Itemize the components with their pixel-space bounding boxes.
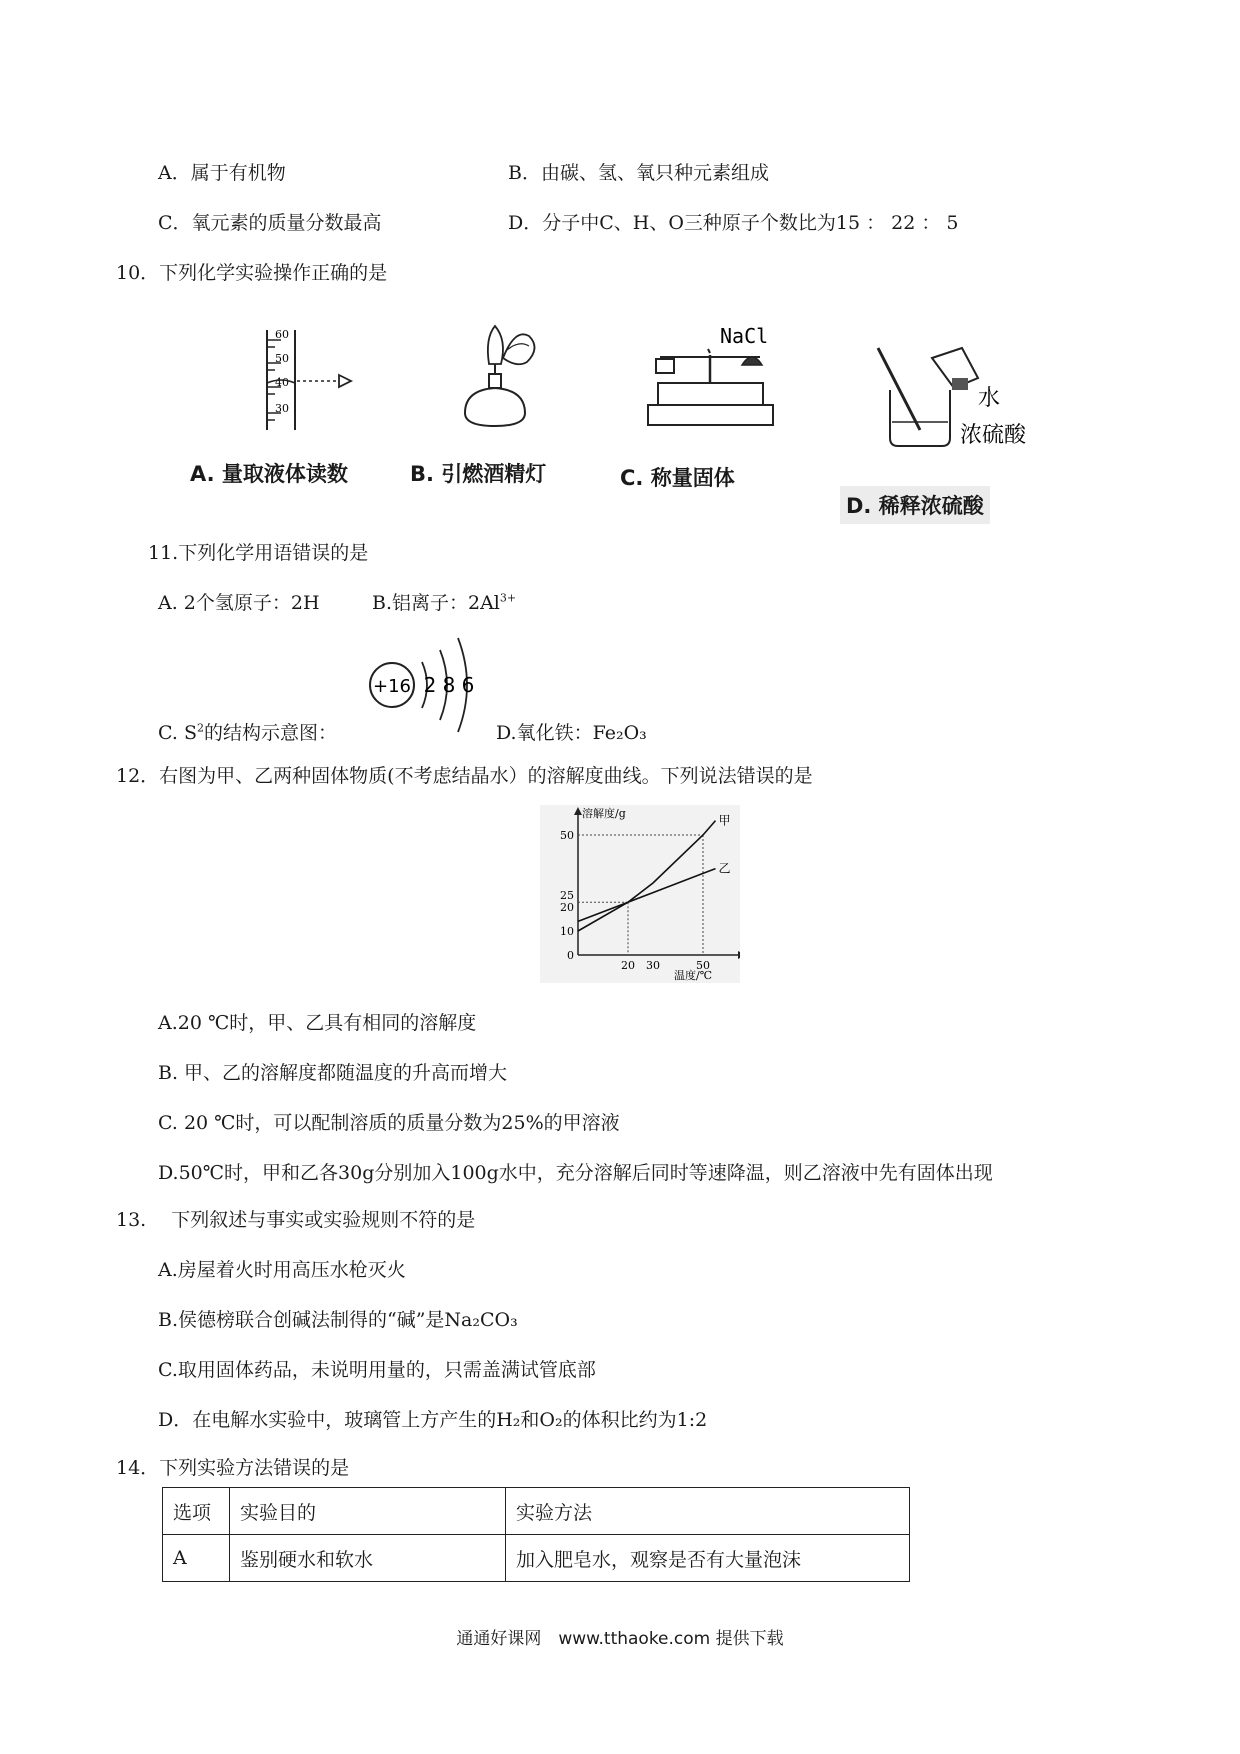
y-axis-label: 溶解度/g xyxy=(582,807,626,820)
header-purpose: 实验目的 xyxy=(230,1488,506,1535)
q9-option-b: B．由碳、氢、氧只种元素组成 xyxy=(508,162,769,184)
header-method: 实验方法 xyxy=(506,1488,910,1535)
alcohol-lamp-figure xyxy=(445,318,555,438)
shell-1-electrons: 2 xyxy=(423,673,437,697)
water-label: 水 xyxy=(978,386,1001,411)
x-tick-label: 30 xyxy=(646,959,660,972)
q9-option-c: C．氧元素的质量分数最高 xyxy=(158,212,382,234)
x-tick-label: 50 xyxy=(696,959,710,972)
q13-option-b: B.侯德榜联合创碱法制得的“碱”是Na₂CO₃ xyxy=(158,1309,518,1331)
eye-icon xyxy=(339,375,351,387)
y-tick-label: 50 xyxy=(560,829,574,842)
table-row xyxy=(163,1535,910,1582)
series-label-1: 乙 xyxy=(718,861,731,876)
x-axis-arrow xyxy=(738,951,740,959)
q11-option-b: B.铝离子：$2Al^{3+}$ xyxy=(372,591,517,614)
shell-2-electrons: 8 xyxy=(442,673,456,697)
row-a-option: A xyxy=(163,1535,230,1582)
q13-option-c: C.取用固体药品，未说明用量的，只需盖满试管底部 xyxy=(158,1359,596,1381)
cylinder-tick-50: 50 xyxy=(275,352,289,365)
q9-option-a: A．属于有机物 xyxy=(158,162,286,184)
nucleus-charge: +16 xyxy=(373,676,411,697)
y-tick-label: 10 xyxy=(560,925,574,938)
cylinder-tick-40: 40 xyxy=(275,376,289,389)
q11-option-a: A. 2个氢原子：2H xyxy=(158,592,320,614)
q13-option-d: D．在电解水实验中，玻璃管上方产生的H₂和O₂的体积比约为1:2 xyxy=(158,1409,708,1431)
graduated-cylinder-figure xyxy=(255,325,365,435)
x-tick-label: 20 xyxy=(621,959,635,972)
experiment-table xyxy=(162,1487,910,1582)
balance-figure xyxy=(640,325,780,435)
q12-option-d: D.50℃时，甲和乙各30g分别加入100g水中，充分溶解后同时等速降温，则乙溶液中先有固体出现 xyxy=(158,1162,993,1184)
caption-d: D. 稀释浓硫酸 xyxy=(840,486,990,524)
q12-option-b: B. 甲、乙的溶解度都随温度的升高而增大 xyxy=(158,1062,508,1084)
cylinder-tick-60: 60 xyxy=(275,328,289,341)
q13-option-a: A.房屋着火时用高压水枪灭火 xyxy=(158,1259,406,1281)
q12-stem: 12．右图为甲、乙两种固体物质(不考虑结晶水）的溶解度曲线。下列说法错误的是 xyxy=(116,765,813,787)
solubility-chart xyxy=(540,805,740,983)
q9-option-d: D．分子中C、H、O三种原子个数比为15 ： 22 ： 5 xyxy=(508,212,959,234)
caption-a: A. 量取液体读数 xyxy=(190,462,348,486)
row-a-purpose: 鉴别硬水和软水 xyxy=(230,1535,506,1582)
sulfur-ion-structure-figure xyxy=(366,630,486,740)
q11-option-c: C. $S^2$的结构示意图： xyxy=(158,721,337,744)
y-tick-label: 0 xyxy=(567,949,574,962)
caption-c: C. 称量固体 xyxy=(620,466,735,490)
q12-option-c: C. 20 ℃时，可以配制溶质的质量分数为25%的甲溶液 xyxy=(158,1112,620,1134)
y-tick-label: 20 xyxy=(560,901,574,914)
x-axis-label: 温度/℃ xyxy=(674,969,713,982)
y-tick-label: 25 xyxy=(560,889,574,902)
header-option: 选项 xyxy=(163,1488,230,1535)
table-header-row xyxy=(163,1488,910,1535)
nacl-label: NaCl xyxy=(720,325,769,348)
shell-3-electrons: 6 xyxy=(461,673,475,697)
q12-option-a: A.20 ℃时，甲、乙具有相同的溶解度 xyxy=(158,1012,477,1034)
q13-stem: 13. 下列叙述与事实或实验规则不符的是 xyxy=(116,1209,476,1231)
row-a-method: 加入肥皂水，观察是否有大量泡沫 xyxy=(506,1535,910,1582)
q14-stem: 14．下列实验方法错误的是 xyxy=(116,1457,350,1479)
caption-b: B. 引燃酒精灯 xyxy=(410,462,547,486)
page-footer: 通通好课网 www.tthaoke.com 提供下载 xyxy=(456,1629,784,1649)
q11-option-d: D.氧化铁：Fe₂O₃ xyxy=(496,722,647,744)
cylinder-tick-30: 30 xyxy=(275,402,289,415)
dilution-figure xyxy=(860,330,1040,450)
series-label-0: 甲 xyxy=(718,813,731,828)
q11-stem: 11.下列化学用语错误的是 xyxy=(148,542,369,564)
q10-stem: 10．下列化学实验操作正确的是 xyxy=(116,262,388,284)
acid-label: 浓硫酸 xyxy=(960,423,1027,448)
